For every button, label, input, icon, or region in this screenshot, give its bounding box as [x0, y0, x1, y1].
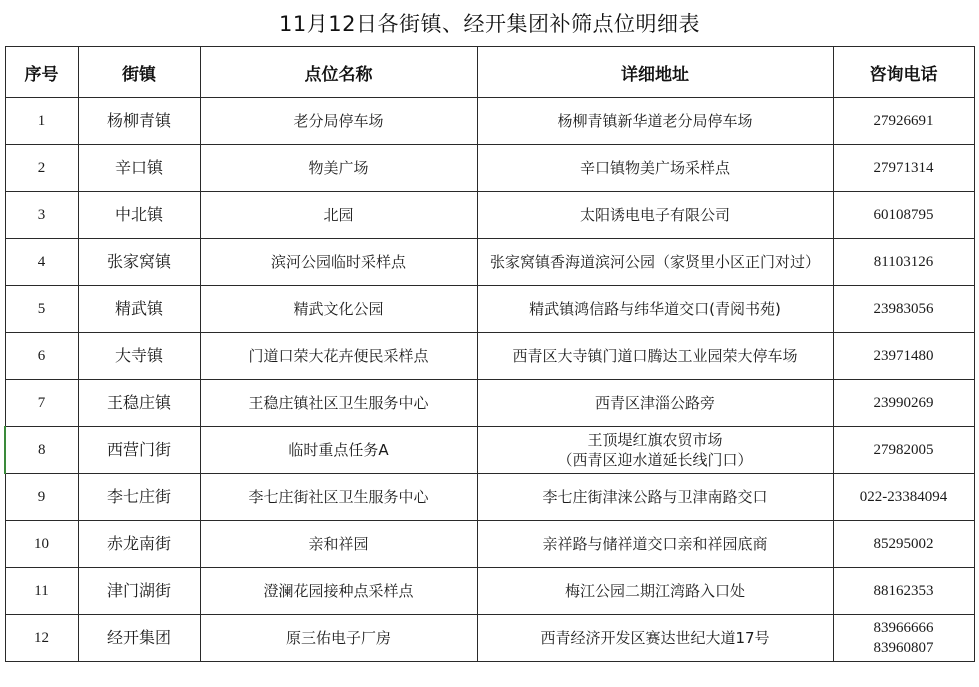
- cell-phone[interactable]: 88162353: [833, 568, 974, 615]
- cell-town[interactable]: 辛口镇: [78, 145, 200, 192]
- cell-point-name[interactable]: 原三佑电子厂房: [200, 615, 477, 662]
- cell-town[interactable]: 经开集团: [78, 615, 200, 662]
- cell-address[interactable]: 辛口镇物美广场采样点: [477, 145, 833, 192]
- sampling-points-table: [4, 46, 975, 662]
- header-address[interactable]: 详细地址: [477, 47, 833, 98]
- cell-phone[interactable]: 23990269: [833, 380, 974, 427]
- table-row: [5, 192, 974, 239]
- table-row: [5, 145, 974, 192]
- cell-point-name[interactable]: 澄澜花园接种点采样点: [200, 568, 477, 615]
- header-index[interactable]: 序号: [5, 47, 78, 98]
- cell-address[interactable]: 亲祥路与储祥道交口亲和祥园底商: [477, 521, 833, 568]
- table-row: [5, 380, 974, 427]
- cell-index[interactable]: 10: [5, 521, 78, 568]
- cell-address[interactable]: 太阳诱电电子有限公司: [477, 192, 833, 239]
- cell-town[interactable]: 李七庄街: [78, 474, 200, 521]
- cell-town[interactable]: 赤龙南街: [78, 521, 200, 568]
- cell-index[interactable]: 4: [5, 239, 78, 286]
- cell-address[interactable]: 王顶堤红旗农贸市场 （西青区迎水道延长线门口）: [477, 427, 833, 474]
- cell-point-name[interactable]: 滨河公园临时采样点: [200, 239, 477, 286]
- table-row: [5, 239, 974, 286]
- cell-index[interactable]: 8: [5, 427, 78, 474]
- cell-index[interactable]: 2: [5, 145, 78, 192]
- cell-phone[interactable]: 60108795: [833, 192, 974, 239]
- cell-point-name[interactable]: 临时重点任务A: [200, 427, 477, 474]
- cell-point-name[interactable]: 亲和祥园: [200, 521, 477, 568]
- cell-town[interactable]: 中北镇: [78, 192, 200, 239]
- cell-index[interactable]: 11: [5, 568, 78, 615]
- cell-town[interactable]: 精武镇: [78, 286, 200, 333]
- cell-phone[interactable]: 27971314: [833, 145, 974, 192]
- cell-phone[interactable]: 85295002: [833, 521, 974, 568]
- cell-address[interactable]: 杨柳青镇新华道老分局停车场: [477, 98, 833, 145]
- header-phone[interactable]: 咨询电话: [833, 47, 974, 98]
- cell-town[interactable]: 张家窝镇: [78, 239, 200, 286]
- header-point-name[interactable]: 点位名称: [200, 47, 477, 98]
- cell-address[interactable]: 张家窝镇香海道滨河公园（家贤里小区正门对过）: [477, 239, 833, 286]
- cell-point-name[interactable]: 北园: [200, 192, 477, 239]
- cell-point-name[interactable]: 老分局停车场: [200, 98, 477, 145]
- table-row: [5, 427, 974, 474]
- table-row: [5, 615, 974, 662]
- cell-address[interactable]: 李七庄街津涞公路与卫津南路交口: [477, 474, 833, 521]
- header-row: [5, 47, 974, 98]
- cell-point-name[interactable]: 精武文化公园: [200, 286, 477, 333]
- cell-town[interactable]: 大寺镇: [78, 333, 200, 380]
- cell-town[interactable]: 西营门街: [78, 427, 200, 474]
- table-row: [5, 521, 974, 568]
- cell-address[interactable]: 西青区津淄公路旁: [477, 380, 833, 427]
- table-row: [5, 98, 974, 145]
- cell-point-name[interactable]: 李七庄街社区卫生服务中心: [200, 474, 477, 521]
- cell-phone[interactable]: 27926691: [833, 98, 974, 145]
- cell-point-name[interactable]: 物美广场: [200, 145, 477, 192]
- cell-address[interactable]: 梅江公园二期江湾路入口处: [477, 568, 833, 615]
- cell-phone[interactable]: 81103126: [833, 239, 974, 286]
- cell-town[interactable]: 杨柳青镇: [78, 98, 200, 145]
- cell-index[interactable]: 12: [5, 615, 78, 662]
- cell-phone[interactable]: 23971480: [833, 333, 974, 380]
- table-row: [5, 568, 974, 615]
- cell-town[interactable]: 王稳庄镇: [78, 380, 200, 427]
- cell-phone[interactable]: 23983056: [833, 286, 974, 333]
- table-row: [5, 474, 974, 521]
- cell-point-name[interactable]: 门道口荣大花卉便民采样点: [200, 333, 477, 380]
- cell-index[interactable]: 1: [5, 98, 78, 145]
- cell-index[interactable]: 7: [5, 380, 78, 427]
- cell-town[interactable]: 津门湖街: [78, 568, 200, 615]
- cell-address[interactable]: 西青区大寺镇门道口腾达工业园荣大停车场: [477, 333, 833, 380]
- cell-point-name[interactable]: 王稳庄镇社区卫生服务中心: [200, 380, 477, 427]
- cell-address[interactable]: 精武镇鸿信路与纬华道交口(青阅书苑): [477, 286, 833, 333]
- cell-index[interactable]: 5: [5, 286, 78, 333]
- cell-index[interactable]: 3: [5, 192, 78, 239]
- sheet-title: 11月12日各街镇、经开集团补筛点位明细表: [279, 12, 700, 36]
- cell-phone[interactable]: 27982005: [833, 427, 974, 474]
- cell-index[interactable]: 9: [5, 474, 78, 521]
- cell-phone[interactable]: 022-23384094: [833, 474, 974, 521]
- cell-address[interactable]: 西青经济开发区赛达世纪大道17号: [477, 615, 833, 662]
- cell-phone[interactable]: 83966666 83960807: [833, 615, 974, 662]
- table-row: [5, 286, 974, 333]
- table-body: [5, 98, 974, 662]
- cell-index[interactable]: 6: [5, 333, 78, 380]
- table-row: [5, 333, 974, 380]
- header-town[interactable]: 街镇: [78, 47, 200, 98]
